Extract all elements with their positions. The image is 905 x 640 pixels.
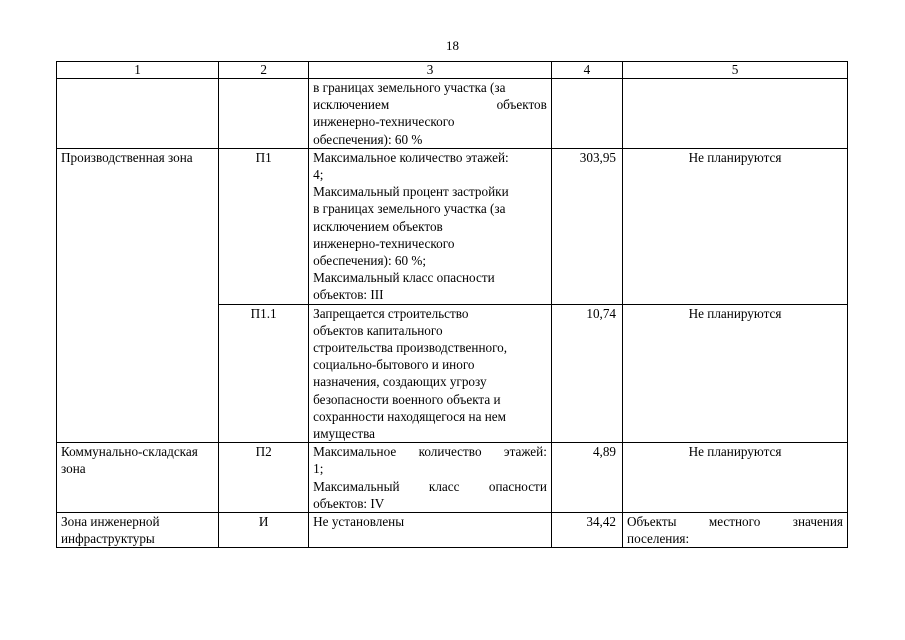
- params-line: в границах земельного участка (за: [313, 80, 506, 95]
- table-row: [57, 79, 848, 149]
- planned-cell: Не планируются: [623, 443, 848, 513]
- table-header-row: [57, 62, 848, 79]
- zone-cell: [57, 79, 219, 149]
- params-cell: [309, 513, 552, 548]
- area-cell: [551, 79, 622, 149]
- header-cell-4: 4: [551, 62, 622, 79]
- params-line: обеспечения): 60 %;: [313, 253, 427, 269]
- params-line: объектов капитального: [313, 322, 443, 338]
- params-line: исключением объектов: [313, 97, 547, 113]
- planned-cell: Не планируются: [623, 148, 848, 304]
- params-line: имущества: [313, 426, 375, 442]
- code-cell: П1.1: [219, 304, 309, 443]
- params-line: исключением объектов: [313, 218, 443, 234]
- params-line: безопасности военного объекта и: [313, 391, 501, 407]
- params-cell: [309, 304, 552, 443]
- planned-cell: [623, 79, 848, 149]
- area-cell: 4,89: [551, 443, 622, 513]
- code-cell: П2: [219, 443, 309, 513]
- params-line: Не установлены: [313, 514, 405, 530]
- params-line: назначения, создающих угрозу: [313, 374, 487, 390]
- params-line: Максимальный процент застройки: [313, 184, 509, 200]
- params-line: инженерно-технического: [313, 235, 455, 251]
- planned-cell: Не планируются: [623, 304, 848, 443]
- table-row: [57, 148, 848, 304]
- header-cell-3: 3: [309, 62, 552, 79]
- header-cell-1: 1: [57, 62, 219, 79]
- params-line: Максимальный класс опасности: [313, 270, 495, 286]
- params-line: 1;: [313, 461, 324, 477]
- params-cell: [309, 148, 552, 304]
- params-line: Максимальное количество этажей:: [313, 444, 547, 460]
- params-line: строительства производственного,: [313, 340, 508, 356]
- params-cell: [309, 79, 552, 149]
- table-row: [57, 443, 848, 513]
- header-cell-2: 2: [219, 62, 309, 79]
- area-cell: 34,42: [551, 513, 622, 548]
- planned-cell: Объекты местного значения поселения:: [623, 513, 848, 548]
- params-line: Максимальный класс опасности: [313, 478, 547, 494]
- params-line: 4;: [313, 167, 324, 183]
- area-cell: 303,95: [551, 148, 622, 304]
- zone-cell: Зона инженерной инфраструктуры: [57, 513, 219, 548]
- code-cell: [219, 79, 309, 149]
- params-line: обеспечения): 60 %: [313, 131, 423, 147]
- params-line: в границах земельного участка (за: [313, 201, 506, 217]
- page-number: 18: [446, 38, 459, 53]
- code-cell: И: [219, 513, 309, 548]
- params-line: Запрещается строительство: [313, 305, 469, 321]
- params-line: инженерно-технического: [313, 114, 455, 130]
- params-cell: [309, 443, 552, 513]
- header-cell-5: 5: [623, 62, 848, 79]
- area-cell: 10,74: [551, 304, 622, 443]
- zones-table: [56, 61, 848, 548]
- params-line: объектов: III: [313, 287, 384, 303]
- code-cell: П1: [219, 148, 309, 304]
- params-line: объектов: IV: [313, 495, 385, 511]
- params-line: социально-бытового и иного: [313, 357, 475, 373]
- table-row: [57, 513, 848, 548]
- params-line: Максимальное количество этажей:: [313, 149, 509, 165]
- params-line: сохранности находящегося на нем: [313, 408, 506, 424]
- zone-cell: Производственная зона: [57, 148, 219, 442]
- zone-cell: Коммунально-складская зона: [57, 443, 219, 513]
